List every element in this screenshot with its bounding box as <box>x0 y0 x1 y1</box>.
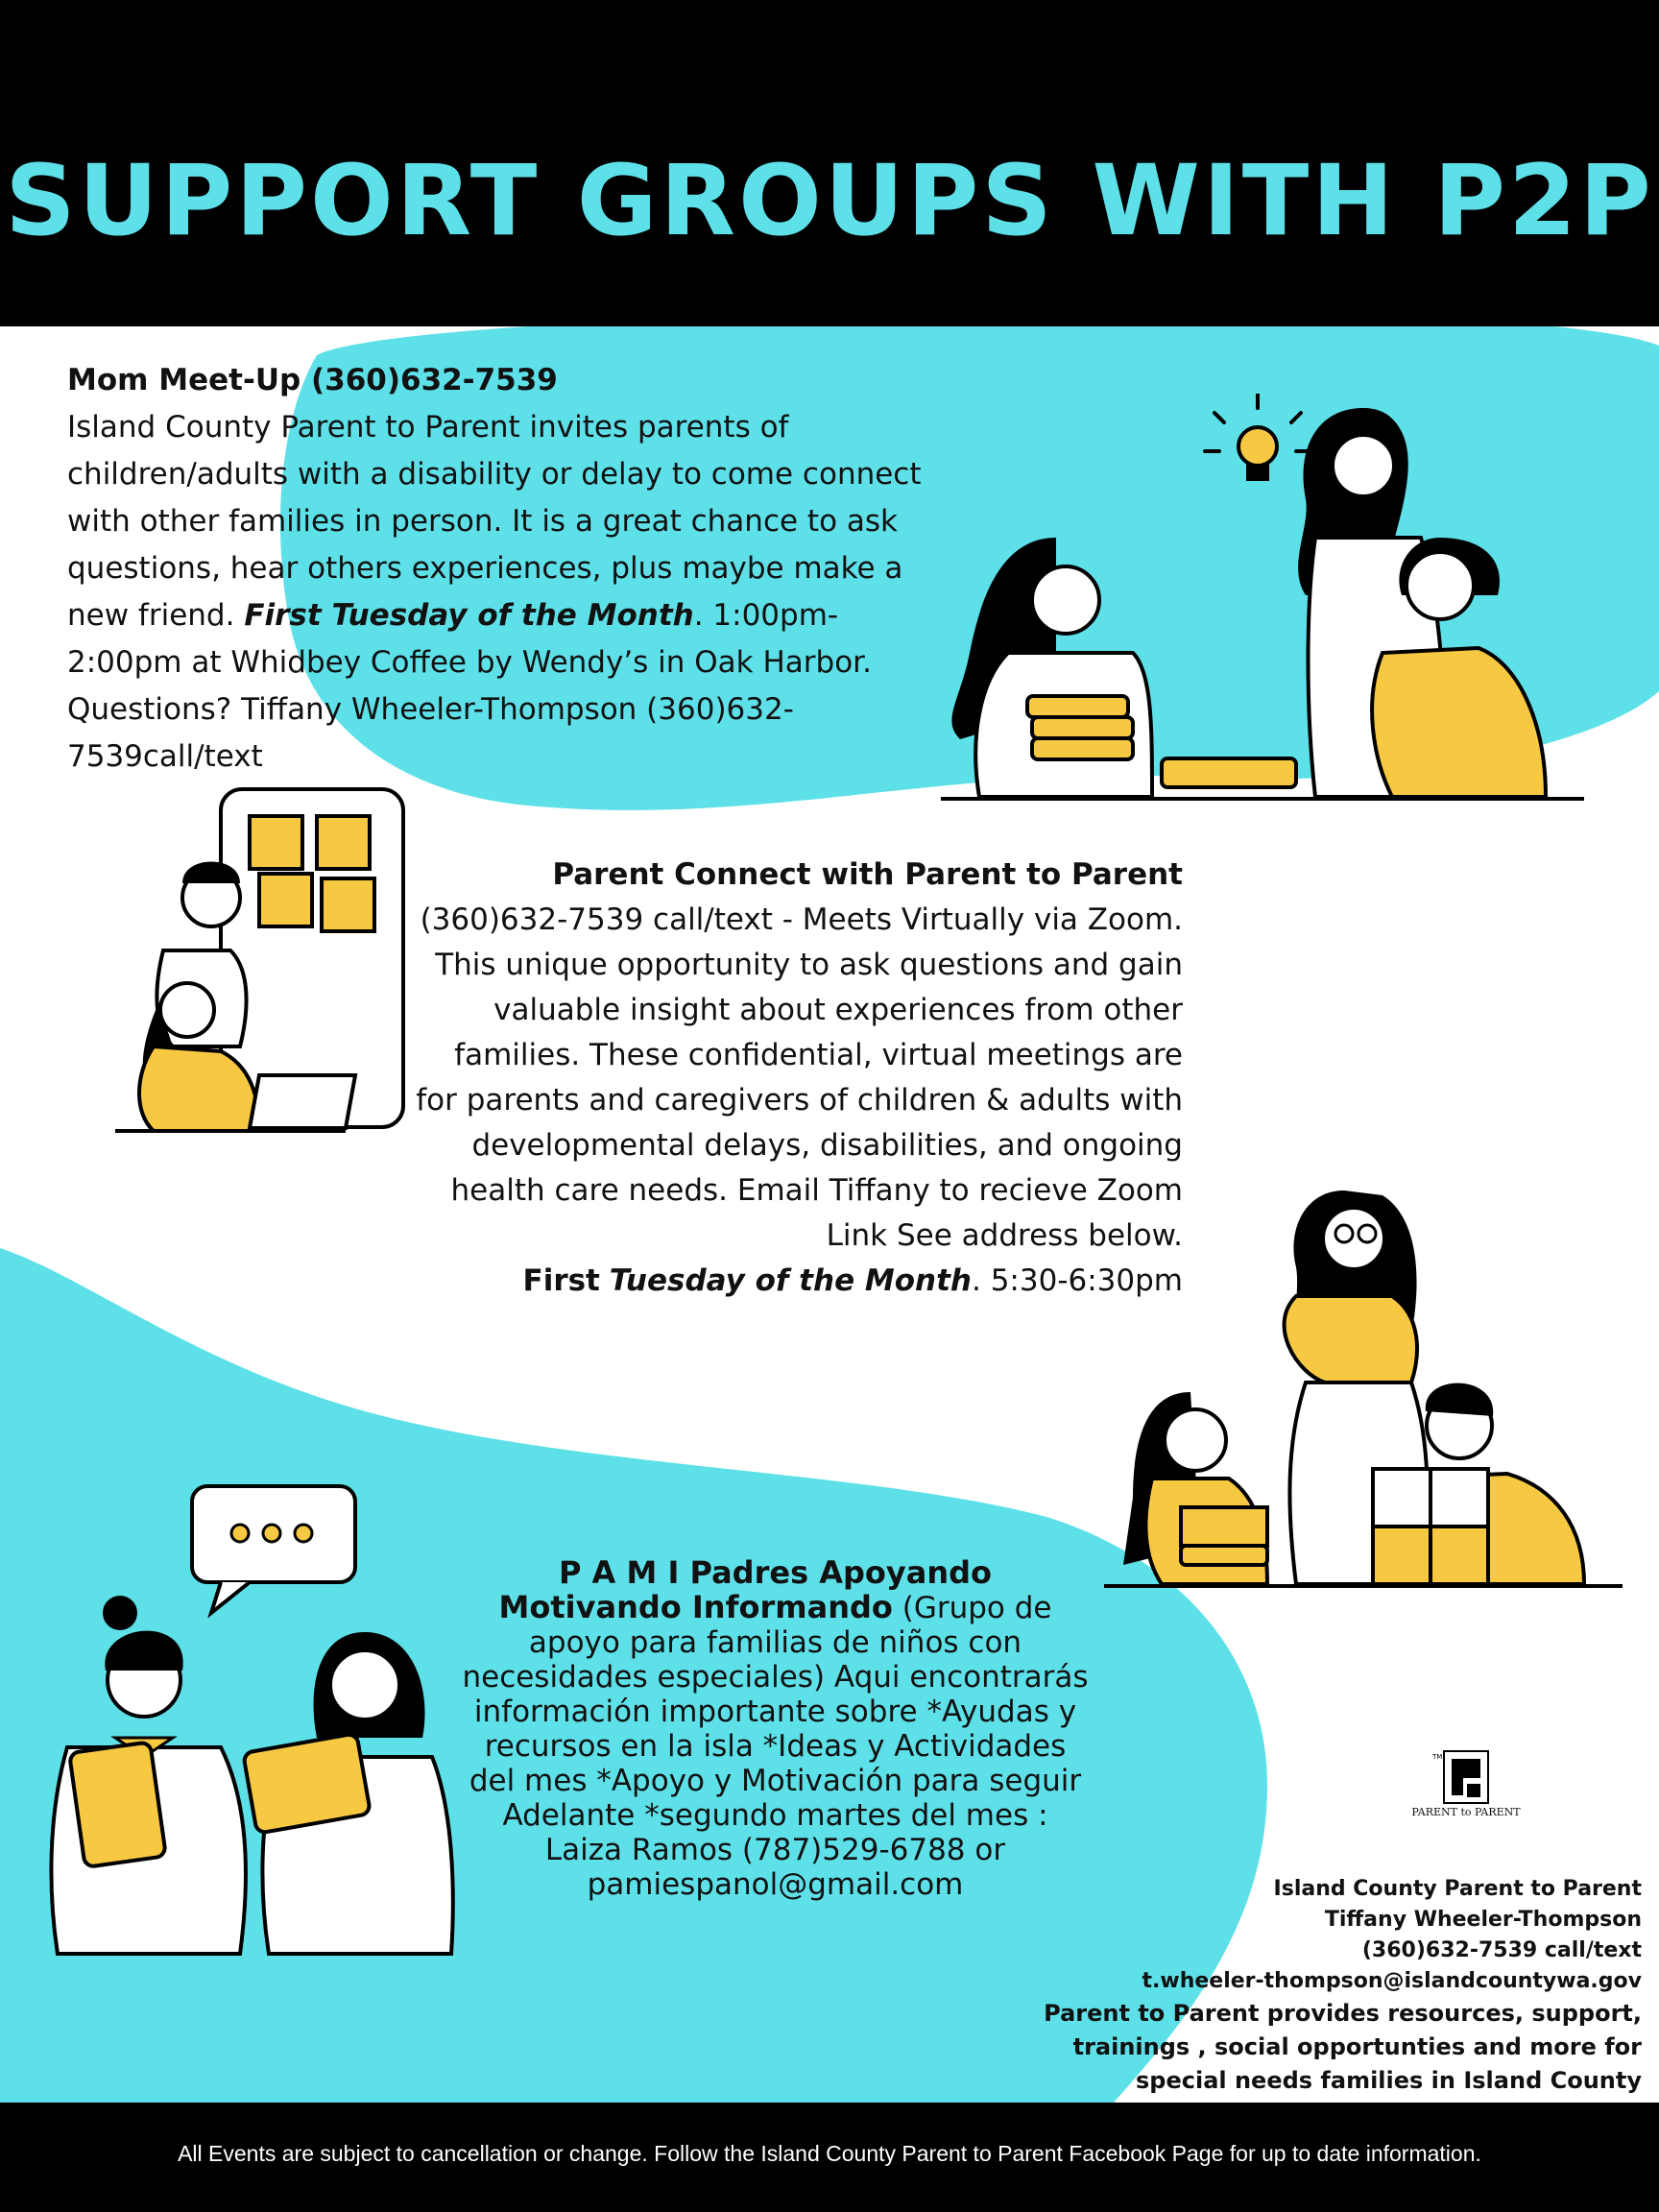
contact-email[interactable]: t.wheeler-thompson@islandcountywa.gov <box>1142 1969 1642 1993</box>
contact-name: Tiffany Wheeler-Thompson <box>1324 1908 1642 1932</box>
contact-tagline-2: trainings , social opportunties and more for <box>1072 2033 1642 2060</box>
logo-tm: TM <box>1432 1753 1443 1761</box>
puzzle-board-illustration <box>115 787 422 1142</box>
mom-meetup-text <box>67 404 931 781</box>
parent-connect-when-italic: Tuesday of the Month <box>609 1263 972 1298</box>
family-puzzle-illustration <box>1104 1181 1642 1594</box>
parent-connect-time: . 5:30-6:30pm <box>972 1263 1183 1298</box>
mom-meetup-details: . 1:00pm-2:00pm at Whidbey Coffee by Wendy’s in Oak Harbor. Questions? Tiffany Wheeler-Thompson (360)632-7539call/text <box>67 598 872 774</box>
logo-text: PARENT to PARENT <box>1411 1806 1521 1818</box>
contact-phone: (360)632-7539 call/text <box>1361 1938 1642 1962</box>
contact-tagline-1: Parent to Parent provides resources, support, <box>1044 2000 1642 2027</box>
women-lightbulb-illustration <box>941 394 1594 806</box>
mom-meetup-when: First Tuesday of the Month <box>244 598 694 633</box>
parent-connect-heading: Parent Connect with Parent to Parent <box>552 857 1183 892</box>
contact-tagline-3: special needs families in Island County <box>1136 2067 1642 2094</box>
pami-heading-line2: Motivando Informando <box>498 1589 893 1625</box>
parent-connect-body: (360)632-7539 call/text - Meets Virtually via Zoom. This unique opportunity to ask questions and gain valuable insight about experiences from other families. These confidential, virtual meetings are for parents and caregivers of children & adults with developmental delays, disabilities, and ongoing health care needs. Email Tiffany to recieve Zoom Link See address below. <box>416 902 1183 1253</box>
pami-body: (Grupo de apoyo para familias de niños con necesidades especiales) Aqui encontrarás información importante sobre *Ayudas y recursos en la isla *Ideas y Actividades del mes *Apoyo y Motivación para seguir Adelante *segundo martes del mes : Laiza Ramos (787)529-6788 or pamiespanol@gmail.com <box>462 1591 1089 1902</box>
parent-connect-when <box>413 1259 1183 1304</box>
parent-connect-section <box>413 853 1183 1304</box>
mom-meetup-body: Island County Parent to Parent invites parents of children/adults with a disability or delay to come connect with other families in person. It is a great chance to ask questions, hear others experiences, plus maybe make a new friend. <box>67 410 922 633</box>
women-chat-illustration <box>38 1479 461 1959</box>
contact-org: Island County Parent to Parent <box>1273 1877 1642 1901</box>
pami-section <box>461 1555 1090 1902</box>
contact-block <box>864 1874 1642 2098</box>
pami-heading-line1: P A M I Padres Apoyando <box>558 1554 993 1591</box>
footer-text: All Events are subject to cancellation or change. Follow the Island County Parent to Parent Facebook Page for up to date information. <box>178 2141 1481 2166</box>
parent-connect-when-first: First <box>522 1263 600 1298</box>
page-title: SUPPORT GROUPS WITH P2P <box>5 144 1654 258</box>
mom-meetup-section <box>67 357 931 781</box>
mom-meetup-heading: Mom Meet-Up (360)632-7539 <box>67 363 558 397</box>
